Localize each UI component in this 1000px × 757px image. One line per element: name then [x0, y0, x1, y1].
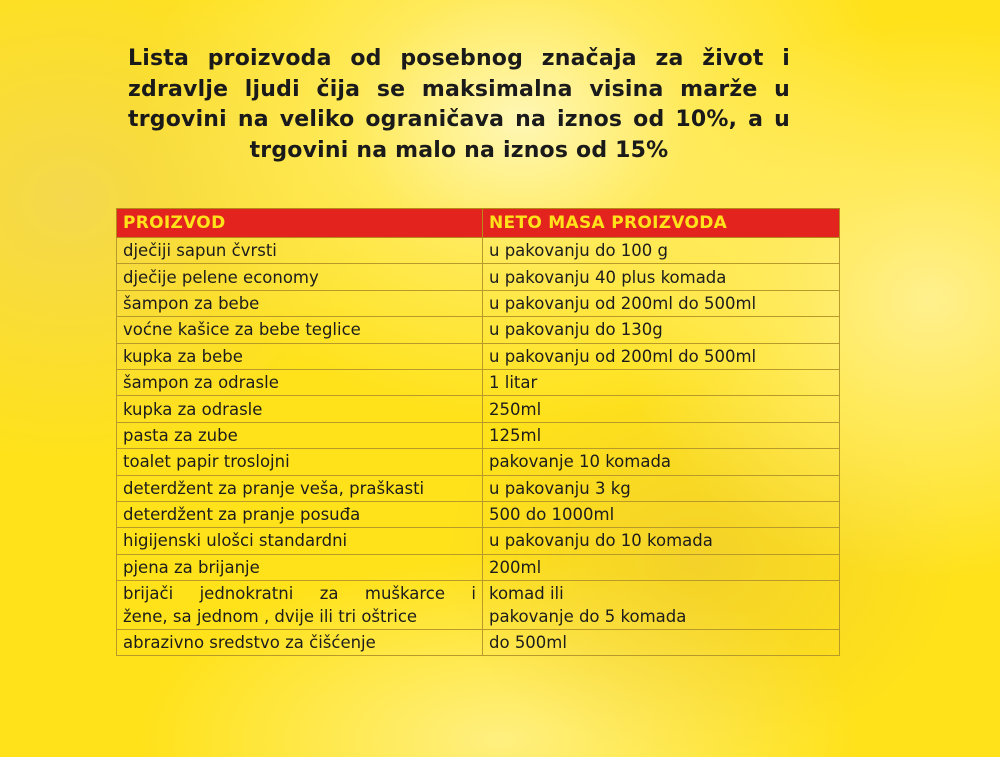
net-mass-cell: 200ml [483, 554, 840, 580]
net-mass-cell: u pakovanju 40 plus komada [483, 264, 840, 290]
products-table [116, 208, 840, 656]
wholesale-margin: 10% [675, 107, 729, 132]
table-row [117, 449, 840, 475]
product-cell: deterdžent za pranje veša, praškasti [117, 475, 483, 501]
product-cell: kupka za bebe [117, 343, 483, 369]
net-mass-cell [483, 581, 840, 630]
table-row [117, 501, 840, 527]
net-mass-cell: 125ml [483, 422, 840, 448]
table-row [117, 396, 840, 422]
retail-margin: 15% [615, 137, 669, 163]
header-product: PROIZVOD [117, 209, 483, 238]
net-mass-cell: u pakovanju od 200ml do 500ml [483, 290, 840, 316]
net-mass-cell: u pakovanju od 200ml do 500ml [483, 343, 840, 369]
product-cell [117, 581, 483, 630]
table-row [117, 343, 840, 369]
product-cell-line: žene, sa jednom , dvije ili tri oštrice [123, 607, 418, 627]
product-cell: šampon za odrasle [117, 369, 483, 395]
table-row [117, 581, 840, 630]
product-cell: higijenski ulošci standardni [117, 528, 483, 554]
table-row [117, 554, 840, 580]
table-row [117, 290, 840, 316]
net-mass-cell-line: pakovanje do 5 komada [489, 607, 687, 627]
product-cell-line: brijači jednokratni za muškarce i [123, 584, 476, 604]
product-cell: dječije pelene economy [117, 264, 483, 290]
net-mass-cell: 250ml [483, 396, 840, 422]
product-cell: toalet papir troslojni [117, 449, 483, 475]
product-cell: deterdžent za pranje posuđa [117, 501, 483, 527]
table-row [117, 475, 840, 501]
product-cell: voćne kašice za bebe teglice [117, 317, 483, 343]
product-cell: kupka za odrasle [117, 396, 483, 422]
table-row [117, 422, 840, 448]
net-mass-cell: u pakovanju 3 kg [483, 475, 840, 501]
page-heading [128, 44, 790, 166]
heading-text-2: , a u trgovini na malo na iznos od [249, 107, 790, 163]
table-row [117, 264, 840, 290]
net-mass-cell-line: komad ili [489, 584, 564, 604]
net-mass-cell: u pakovanju do 100 g [483, 238, 840, 264]
product-cell: pjena za brijanje [117, 554, 483, 580]
header-net-mass: NETO MASA PROIZVODA [483, 209, 840, 238]
table-row [117, 238, 840, 264]
product-cell: dječiji sapun čvrsti [117, 238, 483, 264]
net-mass-cell: u pakovanju do 10 komada [483, 528, 840, 554]
net-mass-cell: do 500ml [483, 630, 840, 656]
product-cell: šampon za bebe [117, 290, 483, 316]
products-table-container [116, 208, 839, 656]
table-header-row [117, 209, 840, 238]
product-cell: pasta za zube [117, 422, 483, 448]
net-mass-cell: u pakovanju do 130g [483, 317, 840, 343]
table-row [117, 317, 840, 343]
net-mass-cell: pakovanje 10 komada [483, 449, 840, 475]
net-mass-cell: 500 do 1000ml [483, 501, 840, 527]
product-cell: abrazivno sredstvo za čišćenje [117, 630, 483, 656]
table-row [117, 630, 840, 656]
table-row [117, 369, 840, 395]
table-row [117, 528, 840, 554]
net-mass-cell: 1 litar [483, 369, 840, 395]
heading-text-1: Lista proizvoda od posebnog značaja za život i zdravlje ljudi čija se maksimalna visina marže u trgovini na veliko ograničava na iznos od [128, 46, 790, 132]
